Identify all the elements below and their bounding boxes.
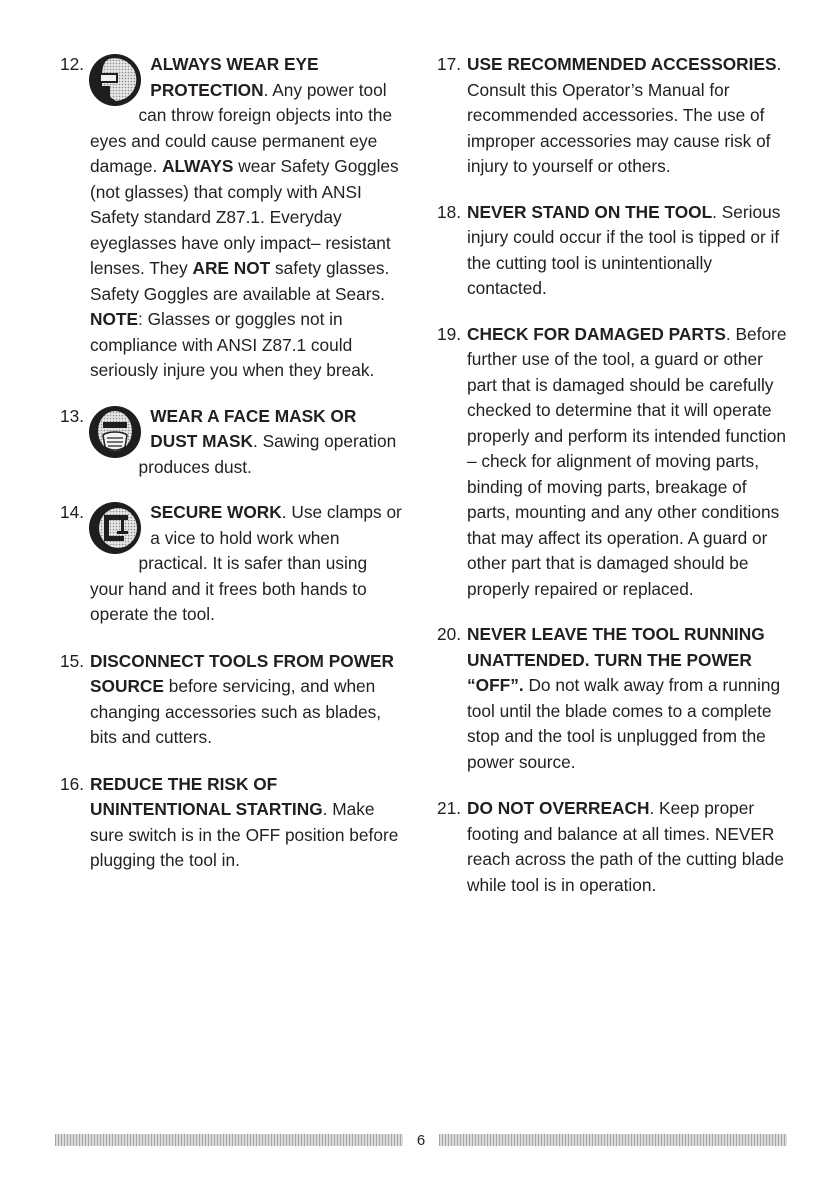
dust-mask-icon bbox=[88, 405, 142, 459]
rule-text: REDUCE THE RISK OF UNINTENTIONAL STARTING. Make sure switch is in the OFF position before plugging the tool in. bbox=[90, 773, 399, 870]
rule-number: 16. bbox=[60, 773, 85, 794]
rule-number: 14. bbox=[60, 502, 85, 522]
rule-text: NEVER STAND ON THE TOOL. Serious injury could occur if the tool is tipped or if the cutting tool is unintentionally contacted. bbox=[467, 201, 781, 298]
rule-number: 18. bbox=[437, 201, 462, 222]
rule-number: 17. bbox=[437, 54, 462, 74]
rule-text: DO NOT OVERREACH. Keep proper footing and balance at all times. NEVER reach across the path of the cutting blade while tool is in operation. bbox=[467, 798, 785, 895]
rule-text: DISCONNECT TOOLS FROM POWER SOURCE before servicing, and when changing accessories such as blades, bits and cutters. bbox=[90, 650, 395, 747]
right-column bbox=[437, 52, 787, 898]
rule-number: 12. bbox=[60, 54, 85, 74]
rule-text: NEVER LEAVE THE TOOL RUNNING UNATTENDED. TURN THE POWER “OFF”. Do not walk away from a running tool until the blade comes to a complete stop and the tool is unplugged from the power source. bbox=[467, 624, 781, 772]
rule-number: 21. bbox=[437, 798, 462, 818]
safety-rule-14 bbox=[60, 500, 405, 628]
safety-rule-20 bbox=[437, 622, 787, 775]
rule-text: WEAR A FACE MASK OR DUST MASK. Sawing operation produces dust. bbox=[90, 404, 405, 481]
safety-rule-16 bbox=[60, 772, 405, 874]
rule-heading: ALWAYS WEAR EYE PROTECTION bbox=[150, 54, 319, 100]
rule-heading: NEVER LEAVE THE TOOL RUNNING UNATTENDED. TURN THE POWER “OFF”. bbox=[467, 624, 765, 695]
rule-heading: WEAR A FACE MASK OR DUST MASK bbox=[150, 405, 357, 451]
safety-rule-21 bbox=[437, 796, 787, 898]
rule-heading: SECURE WORK bbox=[150, 502, 282, 522]
rule-number: 13. bbox=[60, 405, 85, 426]
rule-heading: USE RECOMMENDED ACCESSORIES bbox=[467, 54, 777, 74]
rule-text: USE RECOMMENDED ACCESSORIES. Consult this Operator’s Manual for recommended accessories. The use of improper accessories may cause risk of injury to yourself or others. bbox=[467, 54, 782, 176]
safety-rule-19 bbox=[437, 322, 787, 603]
rule-number: 20. bbox=[437, 624, 462, 644]
rule-text: ALWAYS WEAR EYE PROTECTION. Any power tool can throw foreign objects into the eyes and could cause permanent eye damage. ALWAYS wear Safety Goggles (not glasses) that comply with ANSI Safety standard Z87.1. Everyday eyeglasses have only impact– resistant lenses. They ARE NOT safety glasses. Safety Goggles are available at Sears. NOTE: Glasses or goggles not in compliance with ANSI Z87.1 could seriously injure you when they break. bbox=[90, 54, 399, 380]
safety-rule-15 bbox=[60, 649, 405, 751]
footer-rule-right bbox=[439, 1134, 787, 1146]
safety-rule-18 bbox=[437, 200, 787, 302]
safety-rule-12 bbox=[60, 52, 405, 384]
rule-heading: REDUCE THE RISK OF UNINTENTIONAL STARTING bbox=[90, 773, 323, 819]
left-column bbox=[60, 52, 405, 874]
page-footer bbox=[55, 1131, 787, 1151]
rule-text: CHECK FOR DAMAGED PARTS. Before further use of the tool, a guard or other part that is damaged should be carefully checked to determine that it will operate properly and perform its intended function – check for alignment of moving parts, binding of moving parts, breakage of parts, mounting and any other conditions that may affect its operation. A guard or other part that is damaged should be properly repaired or replaced. bbox=[467, 323, 787, 599]
rule-text: SECURE WORK. Use clamps or a vice to hold work when practical. It is safer than using your hand and it frees both hands to operate the tool. bbox=[90, 502, 402, 624]
rule-heading: DO NOT OVERREACH bbox=[467, 798, 650, 818]
rule-heading: DISCONNECT TOOLS FROM POWER SOURCE bbox=[90, 650, 395, 696]
clamp-icon bbox=[88, 501, 142, 555]
safety-rule-17 bbox=[437, 52, 787, 180]
rule-number: 19. bbox=[437, 323, 462, 344]
page-number: 6 bbox=[416, 1132, 426, 1149]
safety-goggles-icon bbox=[88, 53, 142, 107]
footer-rule-left bbox=[55, 1134, 403, 1146]
rule-heading: NEVER STAND ON THE TOOL bbox=[467, 201, 713, 222]
rule-heading: CHECK FOR DAMAGED PARTS bbox=[467, 323, 726, 344]
safety-rule-13 bbox=[60, 404, 405, 481]
rule-number: 15. bbox=[60, 650, 85, 671]
